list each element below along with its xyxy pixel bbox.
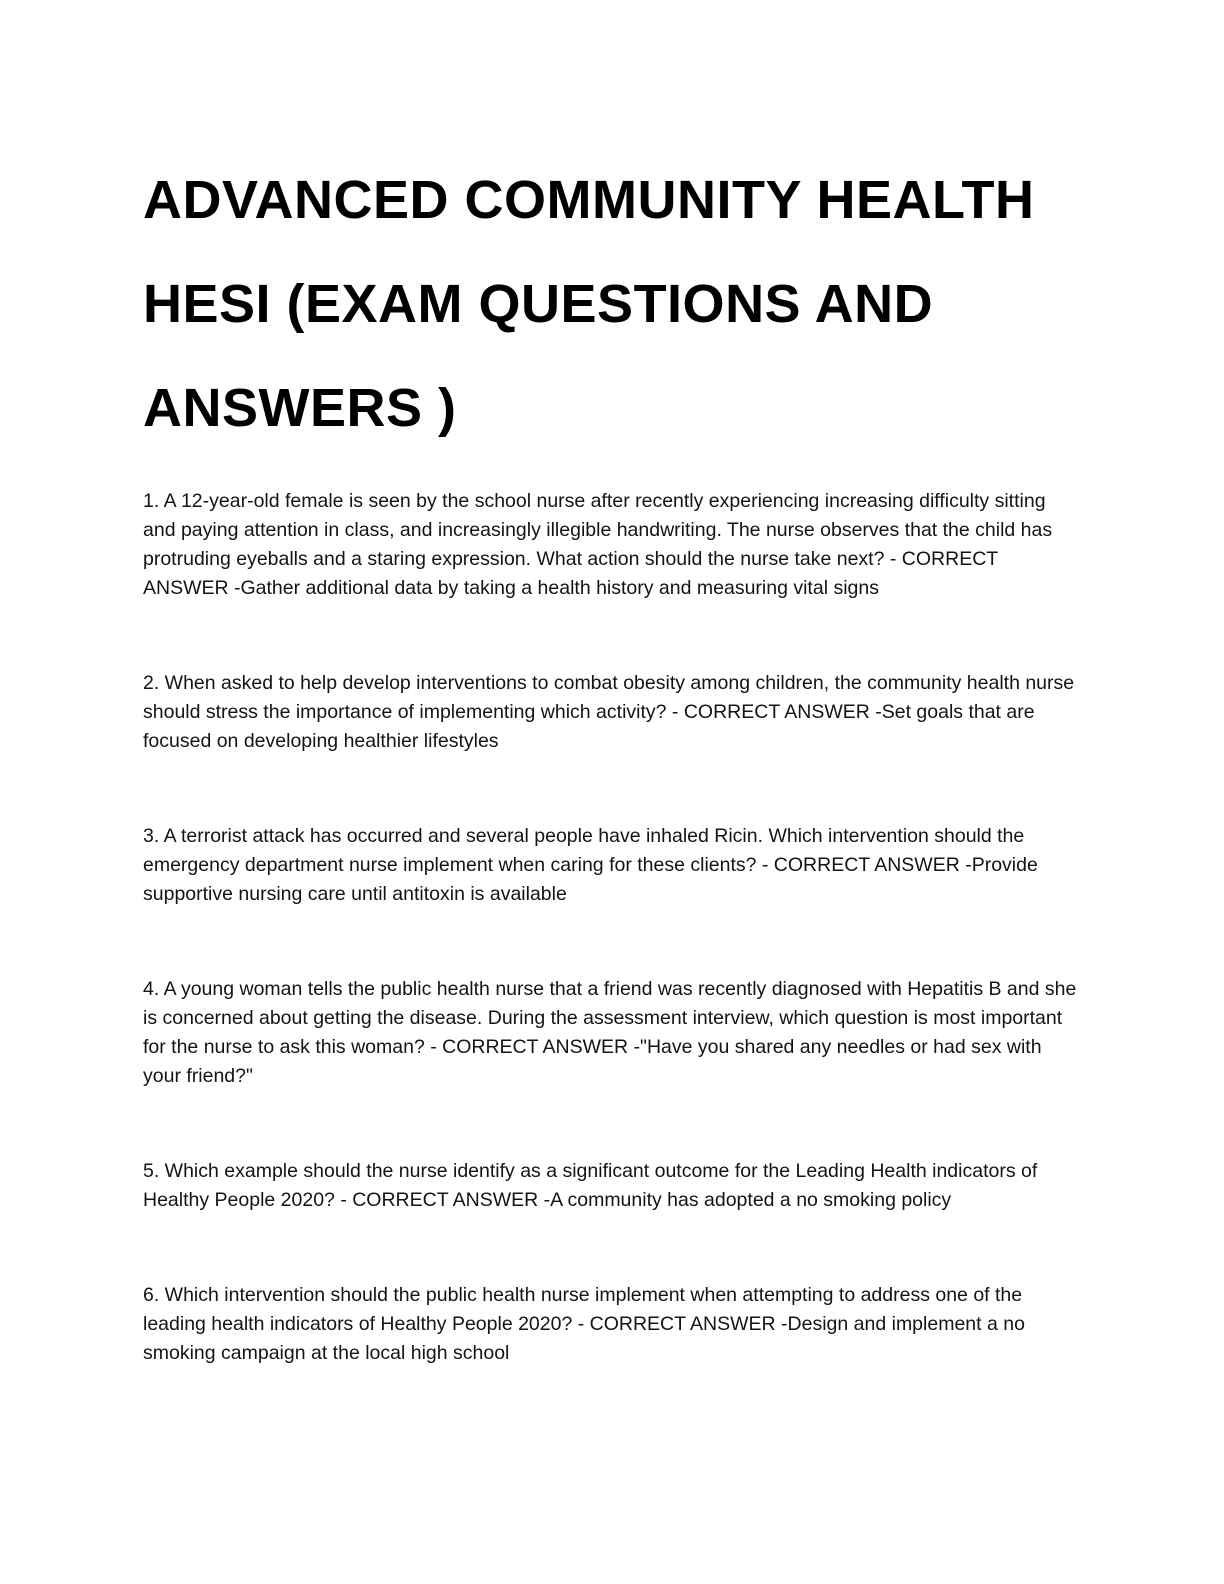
question-item-1: 1. A 12-year-old female is seen by the school nurse after recently experiencing increasing difficulty sitting and paying attention in class, and increasingly illegible handwriting. The nurse observes that the child has protruding eyeballs and a staring expression. What action should the nurse take next? - CORRECT ANSWER -Gather additional data by taking a health history and measuring vital signs [143, 489, 1053, 599]
question-item-2: 2. When asked to help develop interventions to combat obesity among children, the community health nurse should stress the importance of implementing which activity? - CORRECT ANSWER -Set goals that are focused on developing healthier lifestyles [143, 671, 1075, 752]
question-item-5: 5. Which example should the nurse identify as a significant outcome for the Leading Health indicators of Healthy People 2020? - CORRECT ANSWER -A community has adopted a no smoking policy [143, 1159, 1038, 1211]
question-item-3: 3. A terrorist attack has occurred and several people have inhaled Ricin. Which intervention should the emergency department nurse implement when caring for these clients? - CORRECT ANSWER -Provide supportive nursing care until antitoxin is available [143, 824, 1038, 905]
question-item-6: 6. Which intervention should the public health nurse implement when attempting to address one of the leading health indicators of Healthy People 2020? - CORRECT ANSWER -Design and implement a no smoking campaign at the local high school [143, 1283, 1025, 1364]
question-item-4: 4. A young woman tells the public health nurse that a friend was recently diagnosed with Hepatitis B and she is concerned about getting the disease. During the assessment interview, which question is most important for the nurse to ask this woman? - CORRECT ANSWER -"Have you shared any needles or had sex with your friend?" [143, 977, 1077, 1087]
document-title: ADVANCED COMMUNITY HEALTH HESI (EXAM QUESTIONS AND ANSWERS ) [143, 170, 1035, 439]
